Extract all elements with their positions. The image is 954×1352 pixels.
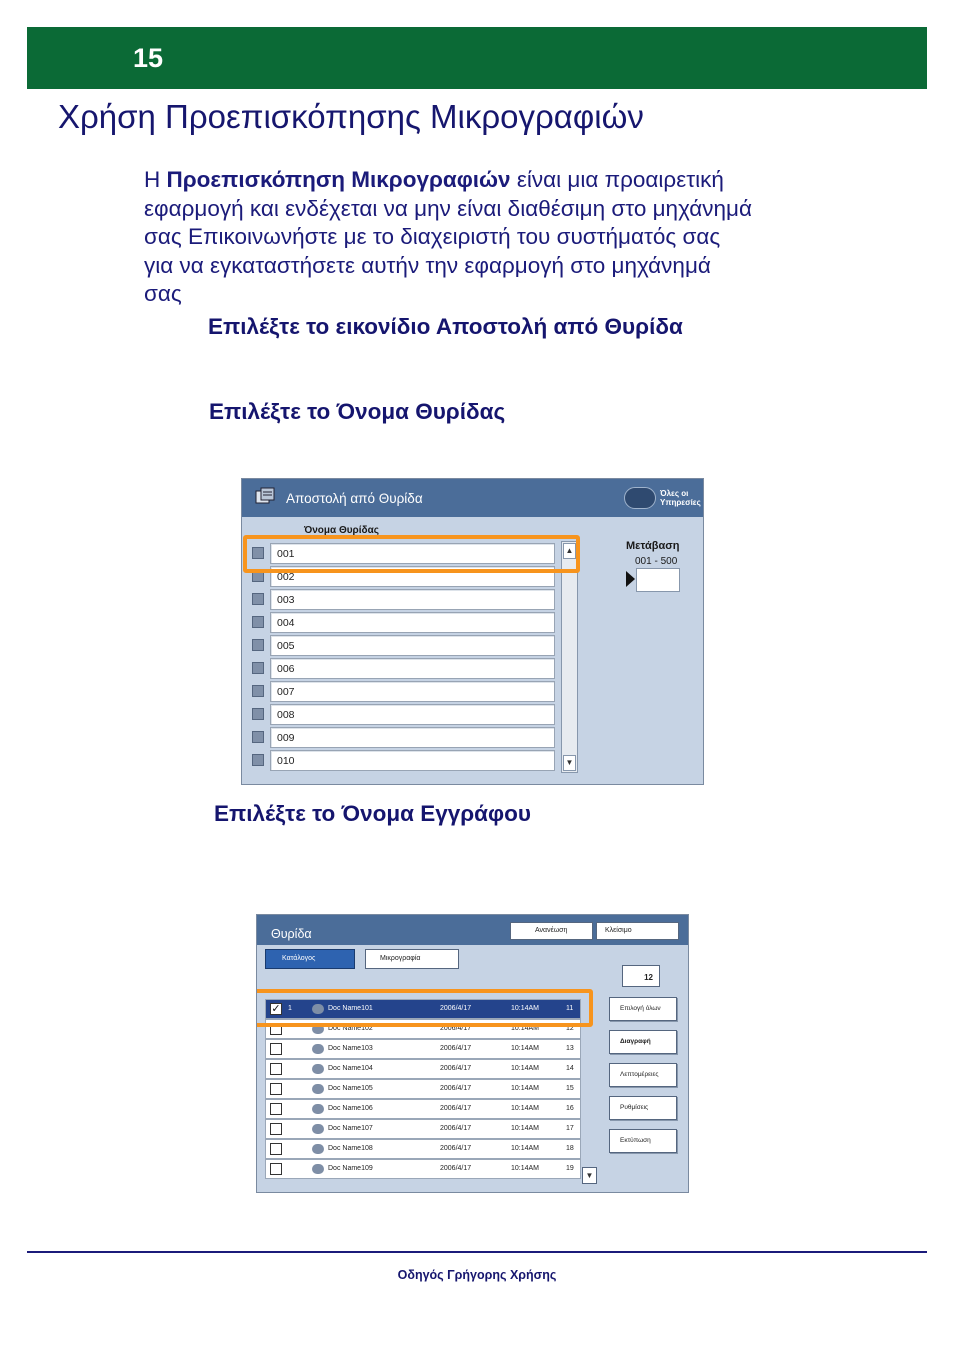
intro-line3: σας Επικοινωνήστε με το διαχειριστή του συστήματός σας — [144, 224, 721, 249]
checkbox[interactable] — [270, 1123, 282, 1135]
step-select-mailbox-name: Επιλέξτε το Όνομα Θυρίδας — [209, 399, 506, 424]
list-item[interactable] — [250, 635, 580, 657]
document-time: 10:14AM — [511, 1125, 540, 1132]
document-date: 2006/4/17 — [440, 1165, 472, 1172]
document-time: 10:14AM — [511, 1085, 540, 1092]
screenshot-mailbox-documents — [256, 914, 689, 1193]
intro-line5: σας — [144, 281, 182, 306]
list-item[interactable] — [250, 681, 580, 703]
mailbox-name[interactable]: 002 — [270, 566, 555, 587]
list-item[interactable] — [250, 704, 580, 726]
document-pages: 19 — [566, 1165, 574, 1172]
goto-label: Μετάβαση — [626, 540, 680, 552]
document-icon — [252, 731, 264, 743]
intro-prefix: Η — [144, 167, 167, 192]
checkbox[interactable] — [270, 1063, 282, 1075]
checkbox[interactable] — [270, 1043, 282, 1055]
document-time: 10:14AM — [511, 1165, 540, 1172]
footer-divider — [27, 1251, 927, 1253]
goto-range: 001 - 500 — [635, 556, 678, 567]
document-date: 2006/4/17 — [440, 1085, 472, 1092]
document-icon — [312, 1084, 324, 1094]
document-name: Doc Name105 — [328, 1085, 373, 1092]
checkbox[interactable] — [270, 1143, 282, 1155]
document-name: Doc Name104 — [328, 1065, 373, 1072]
document-icon — [252, 593, 264, 605]
mailbox-name[interactable]: 007 — [270, 681, 555, 702]
list-item[interactable] — [250, 589, 580, 611]
intro-bold-term: Προεπισκόπηση Μικρογραφιών — [166, 167, 511, 192]
page-number: 15 — [133, 43, 164, 73]
arrow-right-icon — [626, 571, 635, 587]
screen-titlebar — [242, 479, 704, 517]
mailbox-name[interactable]: 009 — [270, 727, 555, 748]
table-row[interactable] — [265, 1059, 581, 1079]
document-date: 2006/4/17 — [440, 1125, 472, 1132]
close-button[interactable]: Κλείσιμο — [596, 922, 679, 940]
document-pages: 14 — [566, 1065, 574, 1072]
print-button[interactable]: Εκτύπωση — [609, 1129, 677, 1153]
document-name: Doc Name109 — [328, 1165, 373, 1172]
refresh-button[interactable]: Ανανέωση — [510, 922, 593, 940]
column-header-mailbox-name: Όνομα Θυρίδας — [304, 525, 379, 536]
document-icon — [312, 1104, 324, 1114]
intro-paragraph — [144, 166, 844, 309]
document-date: 2006/4/17 — [440, 1065, 472, 1072]
document-icon — [252, 685, 264, 697]
select-all-button[interactable]: Επιλογή όλων — [609, 997, 677, 1021]
list-item[interactable] — [250, 727, 580, 749]
document-pages: 17 — [566, 1125, 574, 1132]
document-date: 2006/4/17 — [440, 1105, 472, 1112]
checkbox[interactable] — [270, 1163, 282, 1175]
document-pages: 11 — [566, 1005, 574, 1012]
document-time: 10:14AM — [511, 1025, 540, 1032]
document-icon — [252, 616, 264, 628]
document-date: 2006/4/17 — [440, 1145, 472, 1152]
checkbox[interactable] — [270, 1103, 282, 1115]
document-icon — [252, 639, 264, 651]
footer-text: Οδηγός Γρήγορης Χρήσης — [397, 1268, 557, 1282]
all-services-icon[interactable] — [624, 487, 656, 509]
mailbox-name[interactable]: 003 — [270, 589, 555, 610]
table-row[interactable] — [265, 1139, 581, 1159]
document-icon — [252, 662, 264, 674]
header-bar — [27, 27, 927, 89]
document-pages: 15 — [566, 1085, 574, 1092]
document-icon — [312, 1164, 324, 1174]
table-row[interactable] — [265, 1039, 581, 1059]
document-name: Doc Name103 — [328, 1045, 373, 1052]
document-icon — [252, 708, 264, 720]
mailbox-name[interactable]: 005 — [270, 635, 555, 656]
scroll-up-icon[interactable]: ▲ — [563, 543, 576, 559]
document-time: 10:14AM — [511, 1105, 540, 1112]
settings-button[interactable]: Ρυθμίσεις — [609, 1096, 677, 1120]
step-select-document-name: Επιλέξτε το Όνομα Εγγράφου — [214, 801, 531, 826]
mailbox-name[interactable]: 010 — [270, 750, 555, 771]
mailbox-name[interactable]: 004 — [270, 612, 555, 633]
tab-thumbnail[interactable]: Μικρογραφία — [365, 949, 459, 969]
document-name: Doc Name102 — [328, 1025, 373, 1032]
table-row[interactable] — [265, 1159, 581, 1179]
document-pages: 12 — [566, 1025, 574, 1032]
all-services-label[interactable]: Όλες οι Υπηρεσίες — [660, 489, 701, 507]
document-count: 12 — [622, 965, 660, 987]
document-icon — [312, 1044, 324, 1054]
document-time: 10:14AM — [511, 1005, 540, 1012]
document-date: 2006/4/17 — [440, 1045, 472, 1052]
scroll-down-icon[interactable]: ▼ — [563, 755, 576, 771]
page-title: Χρήση Προεπισκόπησης Μικρογραφιών — [58, 98, 644, 135]
document-date: 2006/4/17 — [440, 1025, 472, 1032]
mailbox-name[interactable]: 008 — [270, 704, 555, 725]
checkbox[interactable]: ✓ — [271, 1003, 281, 1015]
document-name: Doc Name106 — [328, 1105, 373, 1112]
document-time: 10:14AM — [511, 1145, 540, 1152]
document-name: Doc Name108 — [328, 1145, 373, 1152]
table-row[interactable] — [265, 1119, 581, 1139]
document-pages: 13 — [566, 1045, 574, 1052]
step-select-send-from-mailbox: Επιλέξτε το εικονίδιο Αποστολή από Θυρίδα — [208, 314, 683, 339]
document-name: Doc Name107 — [328, 1125, 373, 1132]
screen-title: Θυρίδα — [271, 927, 312, 941]
intro-line1: είναι μια προαιρετική — [510, 167, 724, 192]
highlight-box — [243, 535, 580, 573]
document-pages: 18 — [566, 1145, 574, 1152]
table-row[interactable] — [265, 1079, 581, 1099]
document-icon — [312, 1124, 324, 1134]
highlight-box — [256, 989, 593, 1027]
document-pages: 16 — [566, 1105, 574, 1112]
table-row[interactable] — [265, 1099, 581, 1119]
tab-list[interactable]: Κατάλογος — [265, 949, 355, 969]
checkbox[interactable] — [270, 1083, 282, 1095]
scrollbar[interactable] — [561, 541, 578, 773]
list-item[interactable] — [250, 658, 580, 680]
document-time: 10:14AM — [511, 1065, 540, 1072]
mailbox-name[interactable]: 006 — [270, 658, 555, 679]
intro-line2: εφαρμογή και ενδέχεται να μην είναι διαθέσιμη στο μηχάνημά — [144, 195, 753, 221]
delete-button[interactable]: Διαγραφή — [609, 1030, 677, 1054]
mailbox-name[interactable]: 001 — [270, 543, 555, 564]
mailbox-icon — [254, 487, 276, 507]
document-date: 2006/4/17 — [440, 1005, 472, 1012]
document-icon — [312, 1144, 324, 1154]
goto-input[interactable] — [636, 568, 680, 592]
document-icon — [312, 1064, 324, 1074]
document-icon — [252, 754, 264, 766]
document-name: Doc Name101 — [328, 1005, 373, 1012]
list-item[interactable] — [250, 750, 580, 772]
details-button[interactable]: Λεπτομέρειες — [609, 1063, 677, 1087]
screenshot-send-from-mailbox — [241, 478, 704, 785]
screen-title: Αποστολή από Θυρίδα — [286, 491, 423, 506]
document-time: 10:14AM — [511, 1045, 540, 1052]
intro-line4: για να εγκαταστήσετε αυτήν την εφαρμογή στο μηχάνημά — [144, 252, 711, 278]
row-number: 1 — [288, 1005, 292, 1012]
scroll-down-icon[interactable]: ▼ — [582, 1167, 597, 1184]
list-item[interactable] — [250, 612, 580, 634]
